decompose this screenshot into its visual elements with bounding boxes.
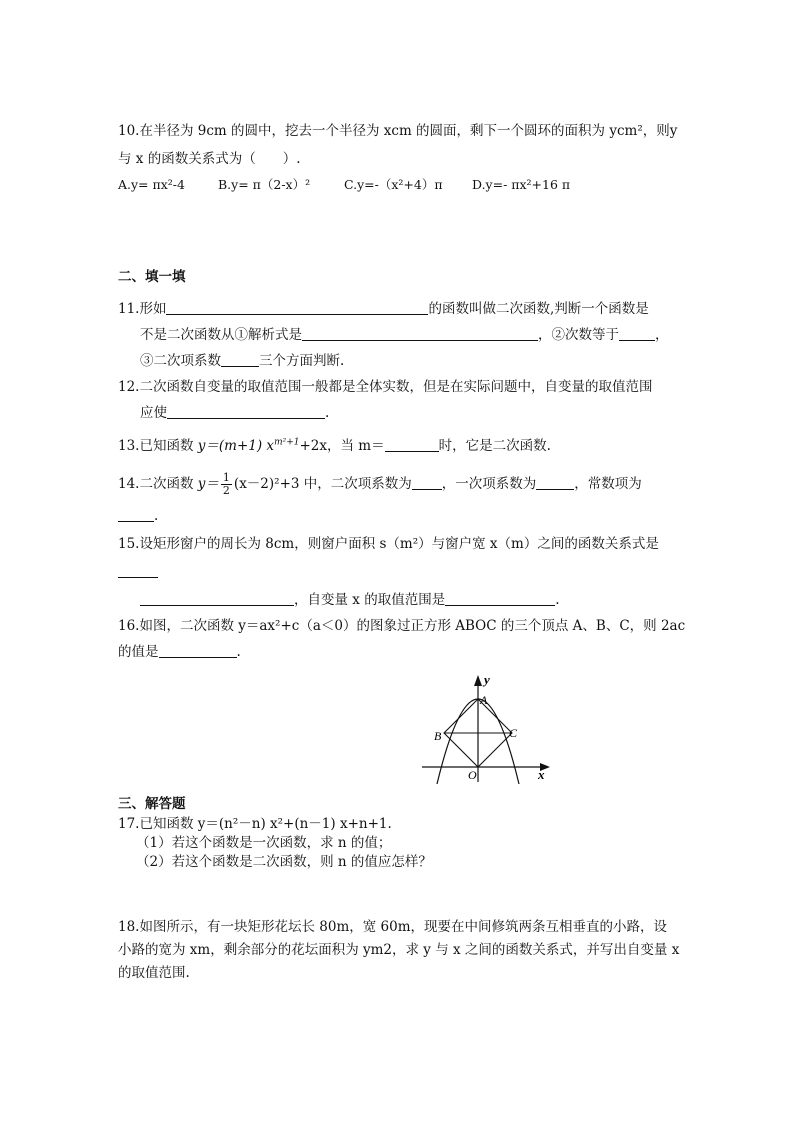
y-axis-arrow [474, 675, 482, 686]
y-axis-label: y [484, 672, 490, 687]
question-18 [118, 916, 678, 985]
q11-blank-4[interactable] [221, 352, 259, 367]
q15-text-a: 15.设矩形窗户的周长为 8cm，则窗户面积 s（m²）与窗户宽 x（m）之间的函数关系式是 [118, 536, 659, 552]
q12-text-c: . [325, 405, 330, 421]
q14-blank-2[interactable] [536, 475, 574, 490]
q18-text-b: 小路的宽为 xm，剩余部分的花坛面积为 ym2，求 y 与 x 之间的函数关系式，并写出自变量 x [118, 942, 680, 958]
option-a: A.y= πx²-4 [118, 177, 185, 192]
q11-blank-1[interactable] [166, 300, 428, 315]
q14-blank-1[interactable] [412, 475, 442, 490]
question-14 [118, 470, 678, 530]
origin-label: O [468, 768, 477, 782]
q11-text-f: ③二次项系数 [140, 353, 221, 369]
section-title-answer: 三、解答题 [118, 796, 186, 812]
q15-text-b: ，自变量 x 的取值范围是 [294, 592, 446, 608]
q16-blank[interactable] [159, 643, 237, 658]
q11-text-c: 不是二次函数从①解析式是 [140, 327, 302, 343]
q16-text-b: 的值是 [118, 644, 159, 660]
question-17 [118, 815, 678, 872]
q13-text-b: +2x，当 m＝ [299, 438, 385, 454]
q14-text-a: 14.二次函数 [118, 476, 194, 492]
q13-text-c: 时，它是二次函数. [438, 438, 551, 454]
q15-text-c: . [555, 592, 560, 608]
q14-text-b: (x－2)²+3 中，二次项系数为 [233, 476, 412, 492]
q17-part-1: （1）若这个函数是一次函数，求 n 的值； [136, 835, 392, 851]
question-10 [118, 121, 678, 195]
point-a-label: A [480, 693, 488, 707]
q14-numerator: 1 [222, 471, 230, 484]
q13-expression: y＝(m+1) x [197, 438, 275, 454]
question-16 [118, 613, 686, 665]
q14-text-d: ，常数项为 [574, 476, 642, 492]
section-title-fill: 二、填一填 [118, 269, 186, 285]
q18-text-a: 18.如图所示，有一块矩形花坛长 80m，宽 60m，现要在中间修筑两条互相垂直的小路，设 [118, 919, 668, 935]
q11-blank-3[interactable] [619, 326, 655, 341]
q16-text-a: 16.如图，二次函数 y＝ax²+c（a＜0）的图象过正方形 ABOC 的三个顶点 A、B、C，则 2ac [118, 618, 686, 634]
q11-blank-2[interactable] [302, 326, 538, 341]
q15-blank-1[interactable] [118, 563, 158, 578]
parabola-square-figure [416, 670, 556, 786]
q13-blank[interactable] [385, 437, 439, 452]
q14-denominator: 2 [222, 484, 230, 497]
q12-blank[interactable] [167, 404, 325, 419]
q14-blank-3[interactable] [118, 507, 154, 522]
q16-text-c: . [236, 644, 241, 660]
point-c-label: C [509, 726, 518, 740]
q17-part-2: （2）若这个函数是二次函数，则 n 的值应怎样？ [136, 854, 432, 870]
q14-fraction [221, 472, 232, 497]
point-b-label: B [434, 729, 442, 743]
question-15 [118, 533, 678, 611]
q13-text-a: 13.已知函数 [118, 438, 194, 454]
q18-text-c: 的取值范围. [118, 965, 190, 981]
q10-line2: 与 x 的函数关系式为（ ）. [118, 151, 301, 167]
option-c: C.y=-（x²+4）π [344, 177, 443, 192]
q11-text-b: 的函数叫做二次函数,判断一个函数是 [428, 301, 649, 317]
q12-text-b: 应使 [140, 405, 167, 421]
q15-blank-3[interactable] [445, 591, 555, 606]
q11-text-e: ， [655, 327, 669, 343]
x-axis-label: x [538, 767, 545, 782]
q14-text-e: . [154, 508, 159, 524]
q13-exponent: m²+1 [274, 437, 300, 448]
q10-line1: 10.在半径为 9cm 的圆中，挖去一个半径为 xcm 的圆面，剩下一个圆环的面积为 ycm²，则y [118, 123, 678, 139]
question-11 [118, 296, 678, 374]
q17-text-a: 17.已知函数 y＝(n²－n) x²+(n－1) x+n+1. [118, 816, 392, 832]
q12-text-a: 12.二次函数自变量的取值范围一般都是全体实数，但是在实际问题中，自变量的取值范围 [118, 379, 653, 395]
option-b: B.y= π（2-x）² [218, 177, 311, 192]
q15-blank-2[interactable] [140, 591, 294, 606]
q11-text-d: ，②次数等于 [538, 327, 619, 343]
q14-lhs: y＝ [197, 476, 219, 492]
option-d: D.y=- πx²+16 π [472, 177, 571, 192]
q14-text-c: ，一次项系数为 [441, 476, 537, 492]
question-12 [118, 374, 678, 426]
q10-options [118, 175, 678, 195]
q11-text-a: 11.形如 [118, 301, 167, 317]
q11-text-g: 三个方面判断. [259, 353, 345, 369]
question-13 [118, 436, 678, 456]
